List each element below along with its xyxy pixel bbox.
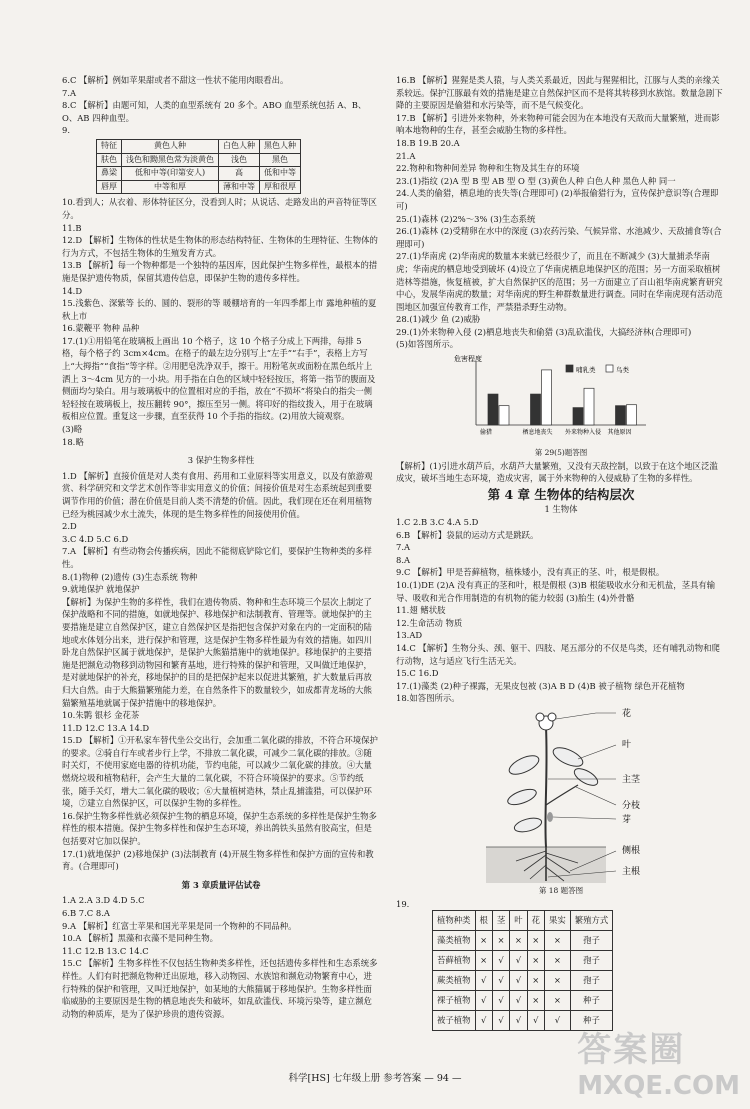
- table-row: [433, 971, 613, 991]
- bar-哺乳类: [531, 394, 541, 425]
- section-answers: [62, 470, 380, 873]
- answer-line: 11.C 12.B 13.C 14.C: [62, 945, 149, 956]
- answer-line: 7.A 【解析】有些动物会传播疾病，因此不能彻底铲除它们，要保护生物种类的多样性。: [62, 546, 372, 569]
- test-title: 第 3 章质量评估试卷: [181, 879, 261, 890]
- watermark-logo: [577, 1022, 740, 1101]
- plant-table: [432, 910, 613, 1031]
- legend-swatch: [606, 365, 613, 372]
- table-cell: 高: [219, 167, 260, 181]
- flower-icon: [536, 713, 544, 721]
- answer-line: 14.D: [62, 285, 83, 296]
- category-label: 栖息地丧失: [522, 429, 553, 437]
- main-stem: [545, 727, 546, 847]
- table-cell: √: [510, 971, 527, 991]
- answer-line: 22.物种和物种间差异 物种和生物及其生存的环境: [396, 163, 580, 174]
- plant-label: 侧根: [622, 845, 641, 856]
- answer-line: 11.翅 鳍状肢: [396, 605, 446, 616]
- table-cell: 裸子植物: [433, 991, 476, 1011]
- watermark-text: 答案圈: [577, 1030, 686, 1070]
- answer-line: 17.(1)就地保护 (2)移地保护 (3)法制教育 (4)开展生物多样性和保护方面的宣传和教育。(合理即可): [62, 848, 374, 872]
- table-row: [97, 139, 301, 153]
- table-cell: √: [527, 1011, 544, 1031]
- answer-line: 29.(1)外来物种入侵 (2)栖息地丧失和偷猎 (3)乱砍滥伐，大搞经济林(合理即可): [396, 326, 692, 337]
- answer-line: 8.C 【解析】由题可知，人类的血型系统有 20 多个。ABO 血型系统包括 A、B、O、AB 四种血型。: [62, 100, 367, 123]
- answer-line: 15.浅紫色、深紫等 长的、圆的、裂形的等 暖棚培育的一年四季都上市 露地种植的夏秋上市: [62, 298, 377, 321]
- table-cell: 中等和厚: [122, 180, 219, 194]
- answer-line: 10.朱鹮 银杉 金花茶: [62, 710, 140, 721]
- table-cell: 鼻梁: [97, 167, 122, 181]
- table-row: [433, 991, 613, 1011]
- answer-line: 8.A: [396, 554, 411, 565]
- plant-label: 分枝: [622, 800, 641, 811]
- answer-line: 8.(1)物种 (2)遗传 (3)生态系统 物种: [62, 571, 198, 582]
- bar-鸟类: [627, 405, 637, 425]
- answer-line: 1.D 【解析】直接价值是对人类有食用、药用和工业原料等实用意义，以及有旅游观赏、科学研究和文学艺术创作等非实用意义的价值；间接价值是对生态系统起到重要调节作用的价值；潜在价值是目前人类不清楚的价值。因此，我们现在还在利用植物已经为桃园减少水土流失，体现的是生物多样性的间接使用价值。: [62, 470, 373, 519]
- table-cell: ×: [527, 971, 544, 991]
- answer-line: 9.: [62, 125, 70, 136]
- section-title: 3 保护生物多样性: [187, 455, 255, 466]
- category-label: 其他原因: [607, 429, 632, 437]
- chapter-title: 第 4 章 生物体的结构层次: [487, 486, 635, 502]
- answer-line: 9.就地保护 就地保护: [62, 584, 140, 595]
- answer-line: 10.看到人；从衣着、形体特征区分，没看到人时；从说话、走路发出的声音特征等区分。: [62, 197, 377, 220]
- table-cell: 蕨类植物: [433, 971, 476, 991]
- table-cell: 浅色: [219, 153, 260, 167]
- table-cell: 被子植物: [433, 1011, 476, 1031]
- bar-鸟类: [499, 406, 509, 425]
- answer-line: 7.A: [396, 542, 411, 553]
- answer-line: 12.D 【解析】生物体的性状是生物体的形态结构特征、生物体的生理特征、生物体的行为方式，不包括生物体的生殖发育方式。: [62, 235, 378, 258]
- table-header-cell: 黑色人种: [260, 139, 301, 153]
- table-cell: 黑色: [260, 153, 301, 167]
- right-column: [396, 74, 726, 1074]
- answer-line: 15.C 16.D: [396, 668, 439, 679]
- table-cell: √: [475, 991, 492, 1011]
- chart-caption: 第 29(5)题答图: [534, 448, 588, 458]
- chapter-answers: [396, 516, 726, 705]
- answer-line: 24.人类的偷猎，栖息地的丧失等(合理即可) (2)举报偷猎行为，宣传保护意识等(合理即可): [396, 188, 719, 211]
- table-cell: 藻类植物: [433, 931, 476, 951]
- answer-line: 9.C 【解析】甲是苔藓植物，植株矮小，没有真正的茎、叶，根是假根。: [396, 567, 665, 578]
- table-row: [433, 911, 613, 931]
- answer-line: 1.C 2.B 3.C 4.A 5.D: [396, 517, 479, 528]
- table-row: [433, 951, 613, 971]
- table-row: [97, 180, 301, 194]
- answer-line: 2.D: [62, 521, 77, 532]
- chart-title: 危害程度: [454, 355, 482, 364]
- plant-diagram: [446, 705, 676, 885]
- answer-line: 16.保护生物多样性就必须保护生物的栖息环境，保护生态系统的多样性是保护生物多样性的根本措施。保护生物多样性和保护生态环境，养出鸽铁头虽然有胶高宝，但是包括要对它加以保护。: [62, 810, 377, 847]
- table-cell: √: [475, 971, 492, 991]
- table-cell: 苔藓植物: [433, 951, 476, 971]
- answer-line: 13.B 【解析】每一个物种都是一个独特的基因库，因此保护生物多样性，最根本的措施是保护遗传物质，保留其遗传信息，即保护生物的遗传多样性。: [62, 260, 378, 283]
- plant-label: 主茎: [622, 774, 641, 785]
- answer-line: 【解析】为保护生物的多样性，我们在遗传物质、物种和生态环境三个层次上制定了保护战略和不同的措施，如就地保护、移地保护和法制教育、管理等。就地保护的主要措施是建立自然保护区，建立自然保护区是指把包含保护对象在内的一定面积的陆地或水体划分出来，进行保护和管理，这是保护生物多样性最为有效的措施。如四川卧龙自然保护区属于就地保护，是保护大熊猫措施中的就地保护。移地保护的主要措施是把濒危动物移到动物园和繁育基地，进行特殊的保护和管理，又叫做迁地保护，是对就地保护的补充，移地保护的目的是把保护起来以促进其繁殖，扩大数量后再放归大自然。由于大熊猫繁殖能力差，在自然条件下的数量较少，如成都青龙场的大熊猫繁殖基地就属于保护措施中的移地保护。: [62, 596, 372, 708]
- answer-line: 【解析】(1)引进水葫芦后，水葫芦大量繁殖，又没有天敌控制，以致于在这个地区泛滥成灾，破坏当地生态环境，造成灾害，属于外来物种的入侵威胁了生物的多样性。: [396, 460, 718, 484]
- answer-line: 18.略: [62, 436, 84, 447]
- bar-chart: [446, 351, 676, 447]
- table-header-cell: 果实: [545, 911, 571, 931]
- table-header-cell: 特征: [97, 139, 122, 153]
- category-label: 偷猎: [480, 429, 493, 437]
- answer-line: 17.(1)藻类 (2)种子裸露，无果皮包被 (3)A B D (4)B 被子植物 绿色开花植物: [396, 680, 685, 691]
- answer-line: 6.C 【解析】例如苹果甜或者不甜这一性状不能用肉眼看出。: [62, 75, 289, 85]
- table-cell: √: [545, 1011, 571, 1031]
- answer-line: 15.D 【解析】①开私家车替代坐公交出行，会加重二氧化碳的排放，不符合环境保护的要求。②骑自行车或者步行上学，不排放二氧化碳，可减少二氧化碳的排放。③随时关灯，不使用家庭电器的待机功能，节约电能，可以减少二氧化碳的排放。④大量燃烧垃圾和植物秸秆，会产生大量的二氧化碳，不符合环境保护的要求。⑤节约纸张，随手关灯，增大二氧化碳的吸收；⑥大量植树造林，禁止乱捕滥猎，可以保护环境，⑦建立自然保护区，可以保护生物的多样性。: [62, 735, 378, 809]
- leaf-icon: [513, 816, 543, 835]
- table-cell: ×: [545, 991, 571, 1011]
- plant-label: 叶: [622, 739, 632, 750]
- watermark-url: MXQE.COM: [577, 1071, 740, 1101]
- plant-labels: [622, 707, 641, 877]
- table-row: [97, 167, 301, 181]
- table-header-cell: 黄色人种: [122, 139, 219, 153]
- table-cell: 种子: [570, 991, 613, 1011]
- table-cell: 薄和中等: [219, 180, 260, 194]
- table-cell: √: [492, 1011, 509, 1031]
- answer-line: (5)如答图所示。: [396, 339, 459, 350]
- left-mid-answers: [62, 196, 380, 448]
- table-cell: ×: [527, 951, 544, 971]
- answer-line: 18.如答图所示。: [396, 693, 460, 704]
- answer-line: 17.(1)①用铅笔在玻璃板上画出 10 个格子，这 10 个格子分成上下两排，每排 5 格，每个格子约 3cm×4cm。在格子的最左边分别写上“左手”“右手”，表格上方写上“大拇指”“食指”等字样。②用肥皂洗净双手，擦干。用粉笔灰或面粉在黑色纸片上洒上 3～4cm 见方的一小块。用手指在白色的区域中轻轻按压，将第一指节的腹面及侧面均匀染白。用与玻璃板中的位置相对应的手指，放在“不损坏”将染白的指尖一侧轻轻按在玻璃板上，按压翻转 90°，擦压至另一侧。将印好的指纹拨入，用于在玻璃板相应位置。重复这一步骤，直至获得 10 个手指的指纹。(2)用放大镜观察。: [62, 335, 376, 422]
- table-cell: √: [492, 991, 509, 1011]
- table-header-cell: 根: [475, 911, 492, 931]
- bar-哺乳类: [488, 394, 498, 425]
- table-cell: ×: [545, 971, 571, 991]
- table-cell: 孢子: [570, 951, 613, 971]
- table-cell: ×: [527, 931, 544, 951]
- legend-label: 鸟类: [616, 366, 629, 375]
- leaf-icon: [506, 786, 538, 808]
- answer-line: 23.(1)指纹 (2)A 型 B 型 AB 型 O 型 (3)黄色人种 白色人种 黑色人种 同一: [396, 175, 676, 186]
- answer-line: 11.D 12.C 13.A 14.D: [62, 722, 150, 733]
- bar-哺乳类: [573, 408, 583, 425]
- table-cell: √: [510, 991, 527, 1011]
- category-label: 外来物种入侵: [565, 429, 602, 437]
- table-cell: ×: [527, 991, 544, 1011]
- page-footer: 科学[HS] 七年级上册 参考答案 — 94 —: [288, 1073, 462, 1084]
- answer-line: 26.(1)森林 (2)受精卵在水中的深度 (3)农药污染、气候异常、水池减少、天敌捕食等(合理即可): [396, 226, 722, 249]
- table-header-cell: 白色人种: [219, 139, 260, 153]
- legend-swatch: [566, 365, 573, 372]
- answer-line: 13.AD: [396, 630, 423, 641]
- table-cell: √: [492, 951, 509, 971]
- bar-鸟类: [584, 388, 594, 425]
- bar-鸟类: [542, 370, 552, 425]
- answer-line: 3.C 4.D 5.C 6.D: [62, 533, 129, 544]
- answer-line: 28.(1)减少 鱼 (2)威胁: [396, 314, 481, 325]
- trait-table: [96, 139, 301, 194]
- answer-line: 7.A: [62, 87, 77, 98]
- table-cell: ×: [475, 931, 492, 951]
- table-cell: √: [510, 1011, 527, 1031]
- table-cell: 浅色和黝黑色常为淡黄色: [122, 153, 219, 167]
- leaf-icon: [507, 752, 542, 778]
- plant-label: 芽: [622, 814, 632, 825]
- table-header-cell: 叶: [510, 911, 527, 931]
- bar-哺乳类: [616, 406, 626, 425]
- test-answers: [62, 894, 380, 1020]
- plant-label: 主根: [622, 866, 641, 877]
- answer-line: 15.C 【解析】生物多样性不仅包括生物种类多样性，还包括遗传多样性和生态系统多样性。人们有时把濒危物种迁出原地，移入动物园、水族馆和濒危动物繁育中心，进行特殊的保护和管理，又叫迁地保护，如某地的大熊猫属于移地保护。生物多样性面临威胁的主要原因是生物的栖息地丧失和破坏，如乱砍滥伐、环境污染等，建立濒危动物的种质库，是为了保护珍贵的遗传资源。: [62, 958, 378, 1019]
- answer-line: 16.蒙鞭平 物种 品种: [62, 323, 140, 334]
- table-cell: 低和中等(印第安人): [122, 167, 219, 181]
- table-cell: ×: [475, 951, 492, 971]
- table-cell: ×: [545, 931, 571, 951]
- answer-line: 16.B 【解析】猩猩是类人猿，与人类关系最近，因此与猩猩相比，江豚与人类的亲缘关系较远。保护江豚最有效的措施是建立自然保护区而不是将其转移到水族馆。数量急剧下降的主要原因是偷猎和水污染等，而不是气候变化。: [396, 75, 723, 111]
- right-top-answers: [396, 74, 726, 351]
- table-header-cell: 繁殖方式: [570, 911, 613, 931]
- answer-line: 10.A 【解析】黑藻和衣藻不是同种生物。: [62, 933, 219, 944]
- answer-line: 1.A 2.A 3.D 4.D 5.C: [62, 895, 145, 906]
- answer-line: 12.生命活动 物质: [396, 617, 463, 628]
- table-cell: √: [492, 971, 509, 991]
- table-row: [433, 931, 613, 951]
- table-cell: √: [475, 1011, 492, 1031]
- table-cell: ×: [545, 951, 571, 971]
- answer-line: 6.B 【解析】袋鼠的运动方式是跳跃。: [396, 529, 539, 540]
- table-cell: 孢子: [570, 971, 613, 991]
- flower-icon: [548, 713, 556, 721]
- branch: [546, 785, 578, 805]
- chapter-subtitle: 1 生物体: [544, 504, 578, 515]
- table-cell: 肤色: [97, 153, 122, 167]
- plant-label: 花: [622, 708, 632, 719]
- table-cell: ×: [492, 931, 509, 951]
- chart-analysis: [396, 460, 726, 485]
- table-cell: √: [510, 951, 527, 971]
- answer-line: 11.B: [62, 222, 82, 233]
- q19-label: 19.: [396, 898, 410, 909]
- table-row: [97, 153, 301, 167]
- answer-line: 10.(1)DE (2)A 没有真正的茎和叶，根是假根 (3)B 根能吸收水分和无机盐，茎具有输导、吸收和光合作用制造的有机物的能力较弱 (3)胎生 (4)外骨骼: [396, 580, 716, 603]
- answer-line: 27.(1)华南虎 (2)华南虎的数量本来就已经很少了，而且在不断减少 (3)大量捕杀华南虎；华南虎的栖息地受到破坏 (4)设立了华南虎栖息地保护区的范围；另一方面采取植树造林等措施，恢复植被，扩大自然保护区的范围；另一方面建立了百山祖华南虎繁育研究中心，发展华南虎的数量；对华南虎的野生种群数量进行调查。同时在华南虎现有活动范围地区加强宣传教育工作，严禁猎杀野生动物。: [396, 251, 723, 312]
- leaf-icon: [572, 765, 601, 788]
- answer-line: 17.B 【解析】引进外来物种，外来物种可能会因为在本地没有天敌而大量繁殖，进而影响本地物种的生存，甚至会威胁生物的多样性。: [396, 112, 720, 136]
- table-cell: 低和中等: [260, 167, 301, 181]
- table-header-cell: 植物种类: [433, 911, 476, 931]
- leaf-icon: [551, 744, 586, 770]
- answer-line: 25.(1)森林 (2)2%～3% (3)生态系统: [396, 213, 536, 224]
- table-cell: 厚和很厚: [260, 180, 301, 194]
- table-header-cell: 花: [527, 911, 544, 931]
- bud-icon: [547, 812, 553, 822]
- table-header-cell: 茎: [492, 911, 509, 931]
- answer-line: 18.B 19.B 20.A: [396, 137, 460, 148]
- left-column: [62, 74, 380, 1054]
- answer-line: 6.B 7.C 8.A: [62, 908, 110, 918]
- answer-line: 14.C 【解析】生物分头、颈、躯干、四肢、尾五部分的不仅是鸟类，还有哺乳动物和爬行动物，这与适应飞行生活无关。: [396, 642, 720, 666]
- answer-line: 9.A 【解析】红富士苹果和国光苹果是同一个物种的不同品种。: [62, 920, 297, 931]
- table-cell: 种子: [570, 1011, 613, 1031]
- answer-line: 21.A: [396, 150, 416, 161]
- plant-caption: 第 18 题答图: [538, 885, 584, 895]
- answer-line: (3)略: [62, 424, 83, 435]
- legend-label: 哺乳类: [576, 366, 596, 375]
- table-cell: ×: [510, 931, 527, 951]
- table-cell: 孢子: [570, 931, 613, 951]
- left-top-answers: [62, 74, 380, 137]
- table-cell: 唇厚: [97, 180, 122, 194]
